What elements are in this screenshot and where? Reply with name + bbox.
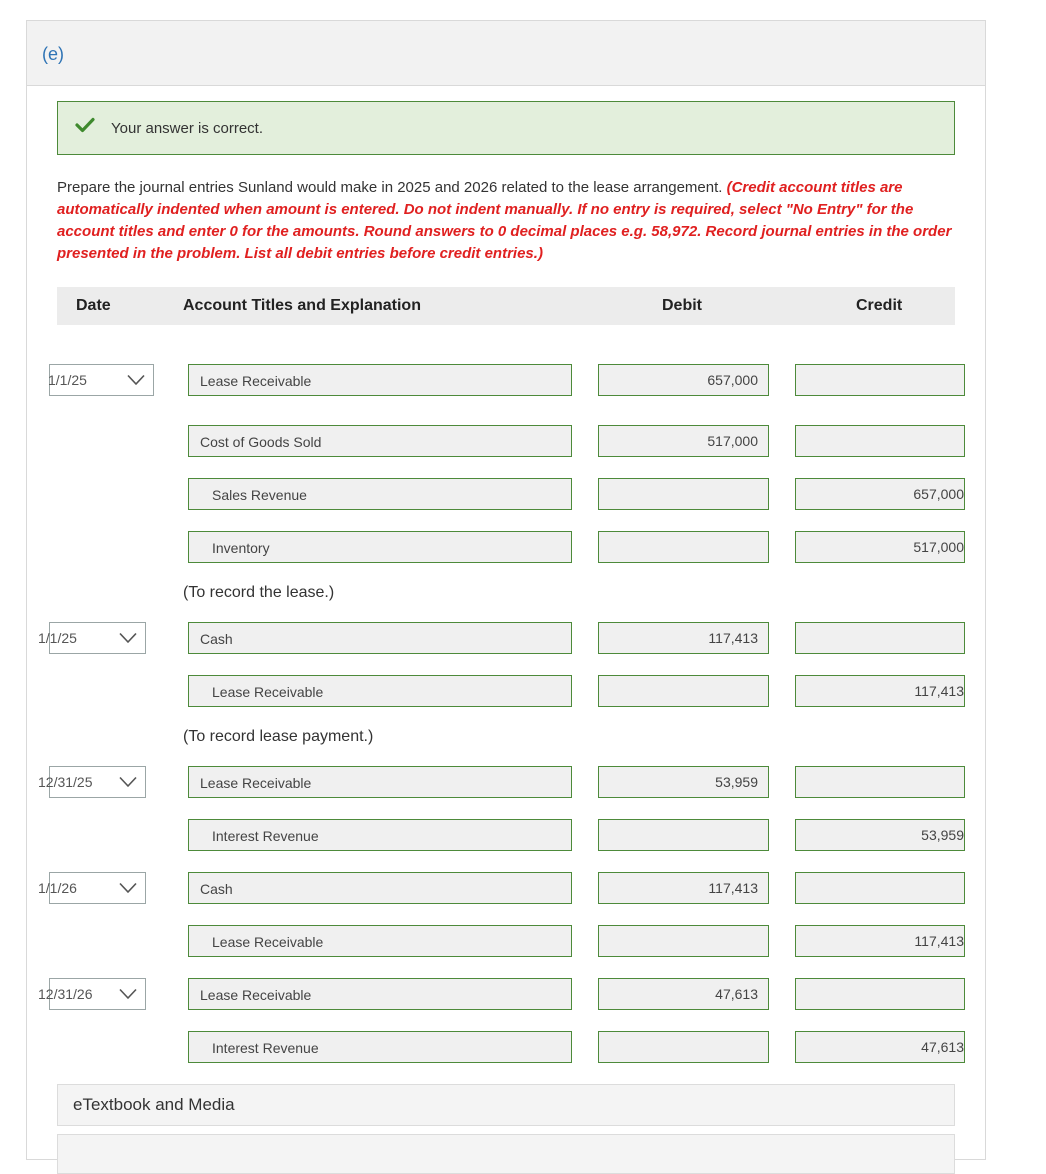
part-header — [27, 21, 985, 86]
credit-field-8[interactable]: 53,959 — [795, 819, 965, 851]
date-select-4[interactable]: 1/1/26 — [49, 872, 146, 904]
credit-field-2[interactable] — [795, 425, 965, 457]
credit-field-6[interactable]: 117,413 — [795, 675, 965, 707]
header-debit: Debit — [662, 297, 702, 314]
credit-field-12[interactable]: 47,613 — [795, 1031, 965, 1063]
correct-answer-banner — [57, 101, 955, 155]
checkmark-icon — [75, 117, 95, 133]
header-credit: Credit — [856, 297, 903, 314]
account-field-5[interactable]: Cash — [188, 622, 572, 654]
debit-field-9[interactable]: 117,413 — [598, 872, 769, 904]
chevron-down-icon — [127, 374, 145, 386]
account-field-8[interactable]: Interest Revenue — [188, 819, 572, 851]
account-field-3[interactable]: Sales Revenue — [188, 478, 572, 510]
account-field-7[interactable]: Lease Receivable — [188, 766, 572, 798]
journal-table-header — [57, 287, 955, 325]
account-field-10[interactable]: Lease Receivable — [188, 925, 572, 957]
account-field-11[interactable]: Lease Receivable — [188, 978, 572, 1010]
account-field-6[interactable]: Lease Receivable — [188, 675, 572, 707]
etextbook-media-panel[interactable] — [57, 1084, 955, 1126]
credit-field-5[interactable] — [795, 622, 965, 654]
entry-note-lease: (To record the lease.) — [183, 584, 335, 601]
date-select-3[interactable]: 12/31/25 — [49, 766, 146, 798]
question-prompt: Prepare the journal entries Sunland would make in 2025 and 2026 related to the lease arrangement. — [57, 179, 727, 196]
credit-field-1[interactable] — [795, 364, 965, 396]
account-field-2[interactable]: Cost of Goods Sold — [188, 425, 572, 457]
credit-field-3[interactable]: 657,000 — [795, 478, 965, 510]
account-field-1[interactable]: Lease Receivable — [188, 364, 572, 396]
date-select-2[interactable]: 1/1/25 — [49, 622, 146, 654]
question-instructions: (Credit account titles are automatically indented when amount is entered. Do not indent manually. If no entry is required, select "No Entry" for the account titles and enter 0 for the amounts. Round answers to 0 decimal places e.g. 58,972. Record journal entries in the order presented in the problem. List all debit entries before credit entries.) — [57, 179, 952, 262]
date-select-1[interactable]: 1/1/25 — [49, 364, 154, 396]
debit-field-8[interactable] — [598, 819, 769, 851]
date-select-5[interactable]: 12/31/26 — [49, 978, 146, 1010]
credit-field-4[interactable]: 517,000 — [795, 531, 965, 563]
header-account: Account Titles and Explanation — [183, 297, 421, 314]
account-field-12[interactable]: Interest Revenue — [188, 1031, 572, 1063]
chevron-down-icon — [119, 632, 137, 644]
chevron-down-icon — [119, 882, 137, 894]
debit-field-2[interactable]: 517,000 — [598, 425, 769, 457]
credit-field-10[interactable]: 117,413 — [795, 925, 965, 957]
banner-text: Your answer is correct. — [111, 120, 264, 137]
chevron-down-icon — [119, 776, 137, 788]
credit-field-9[interactable] — [795, 872, 965, 904]
debit-field-5[interactable]: 117,413 — [598, 622, 769, 654]
debit-field-12[interactable] — [598, 1031, 769, 1063]
question-text — [57, 177, 957, 265]
debit-field-1[interactable]: 657,000 — [598, 364, 769, 396]
debit-field-3[interactable] — [598, 478, 769, 510]
journal-table-body — [38, 325, 964, 1155]
question-card — [26, 20, 986, 1160]
header-date: Date — [76, 297, 111, 314]
debit-field-7[interactable]: 53,959 — [598, 766, 769, 798]
debit-field-4[interactable] — [598, 531, 769, 563]
chevron-down-icon — [119, 988, 137, 1000]
credit-field-11[interactable] — [795, 978, 965, 1010]
entry-note-payment: (To record lease payment.) — [183, 728, 374, 745]
account-field-4[interactable]: Inventory — [188, 531, 572, 563]
account-field-9[interactable]: Cash — [188, 872, 572, 904]
debit-field-11[interactable]: 47,613 — [598, 978, 769, 1010]
part-label: (e) — [42, 44, 64, 64]
next-section-bar — [57, 1134, 955, 1174]
etextbook-media-label: eTextbook and Media — [73, 1095, 235, 1114]
credit-field-7[interactable] — [795, 766, 965, 798]
debit-field-10[interactable] — [598, 925, 769, 957]
debit-field-6[interactable] — [598, 675, 769, 707]
